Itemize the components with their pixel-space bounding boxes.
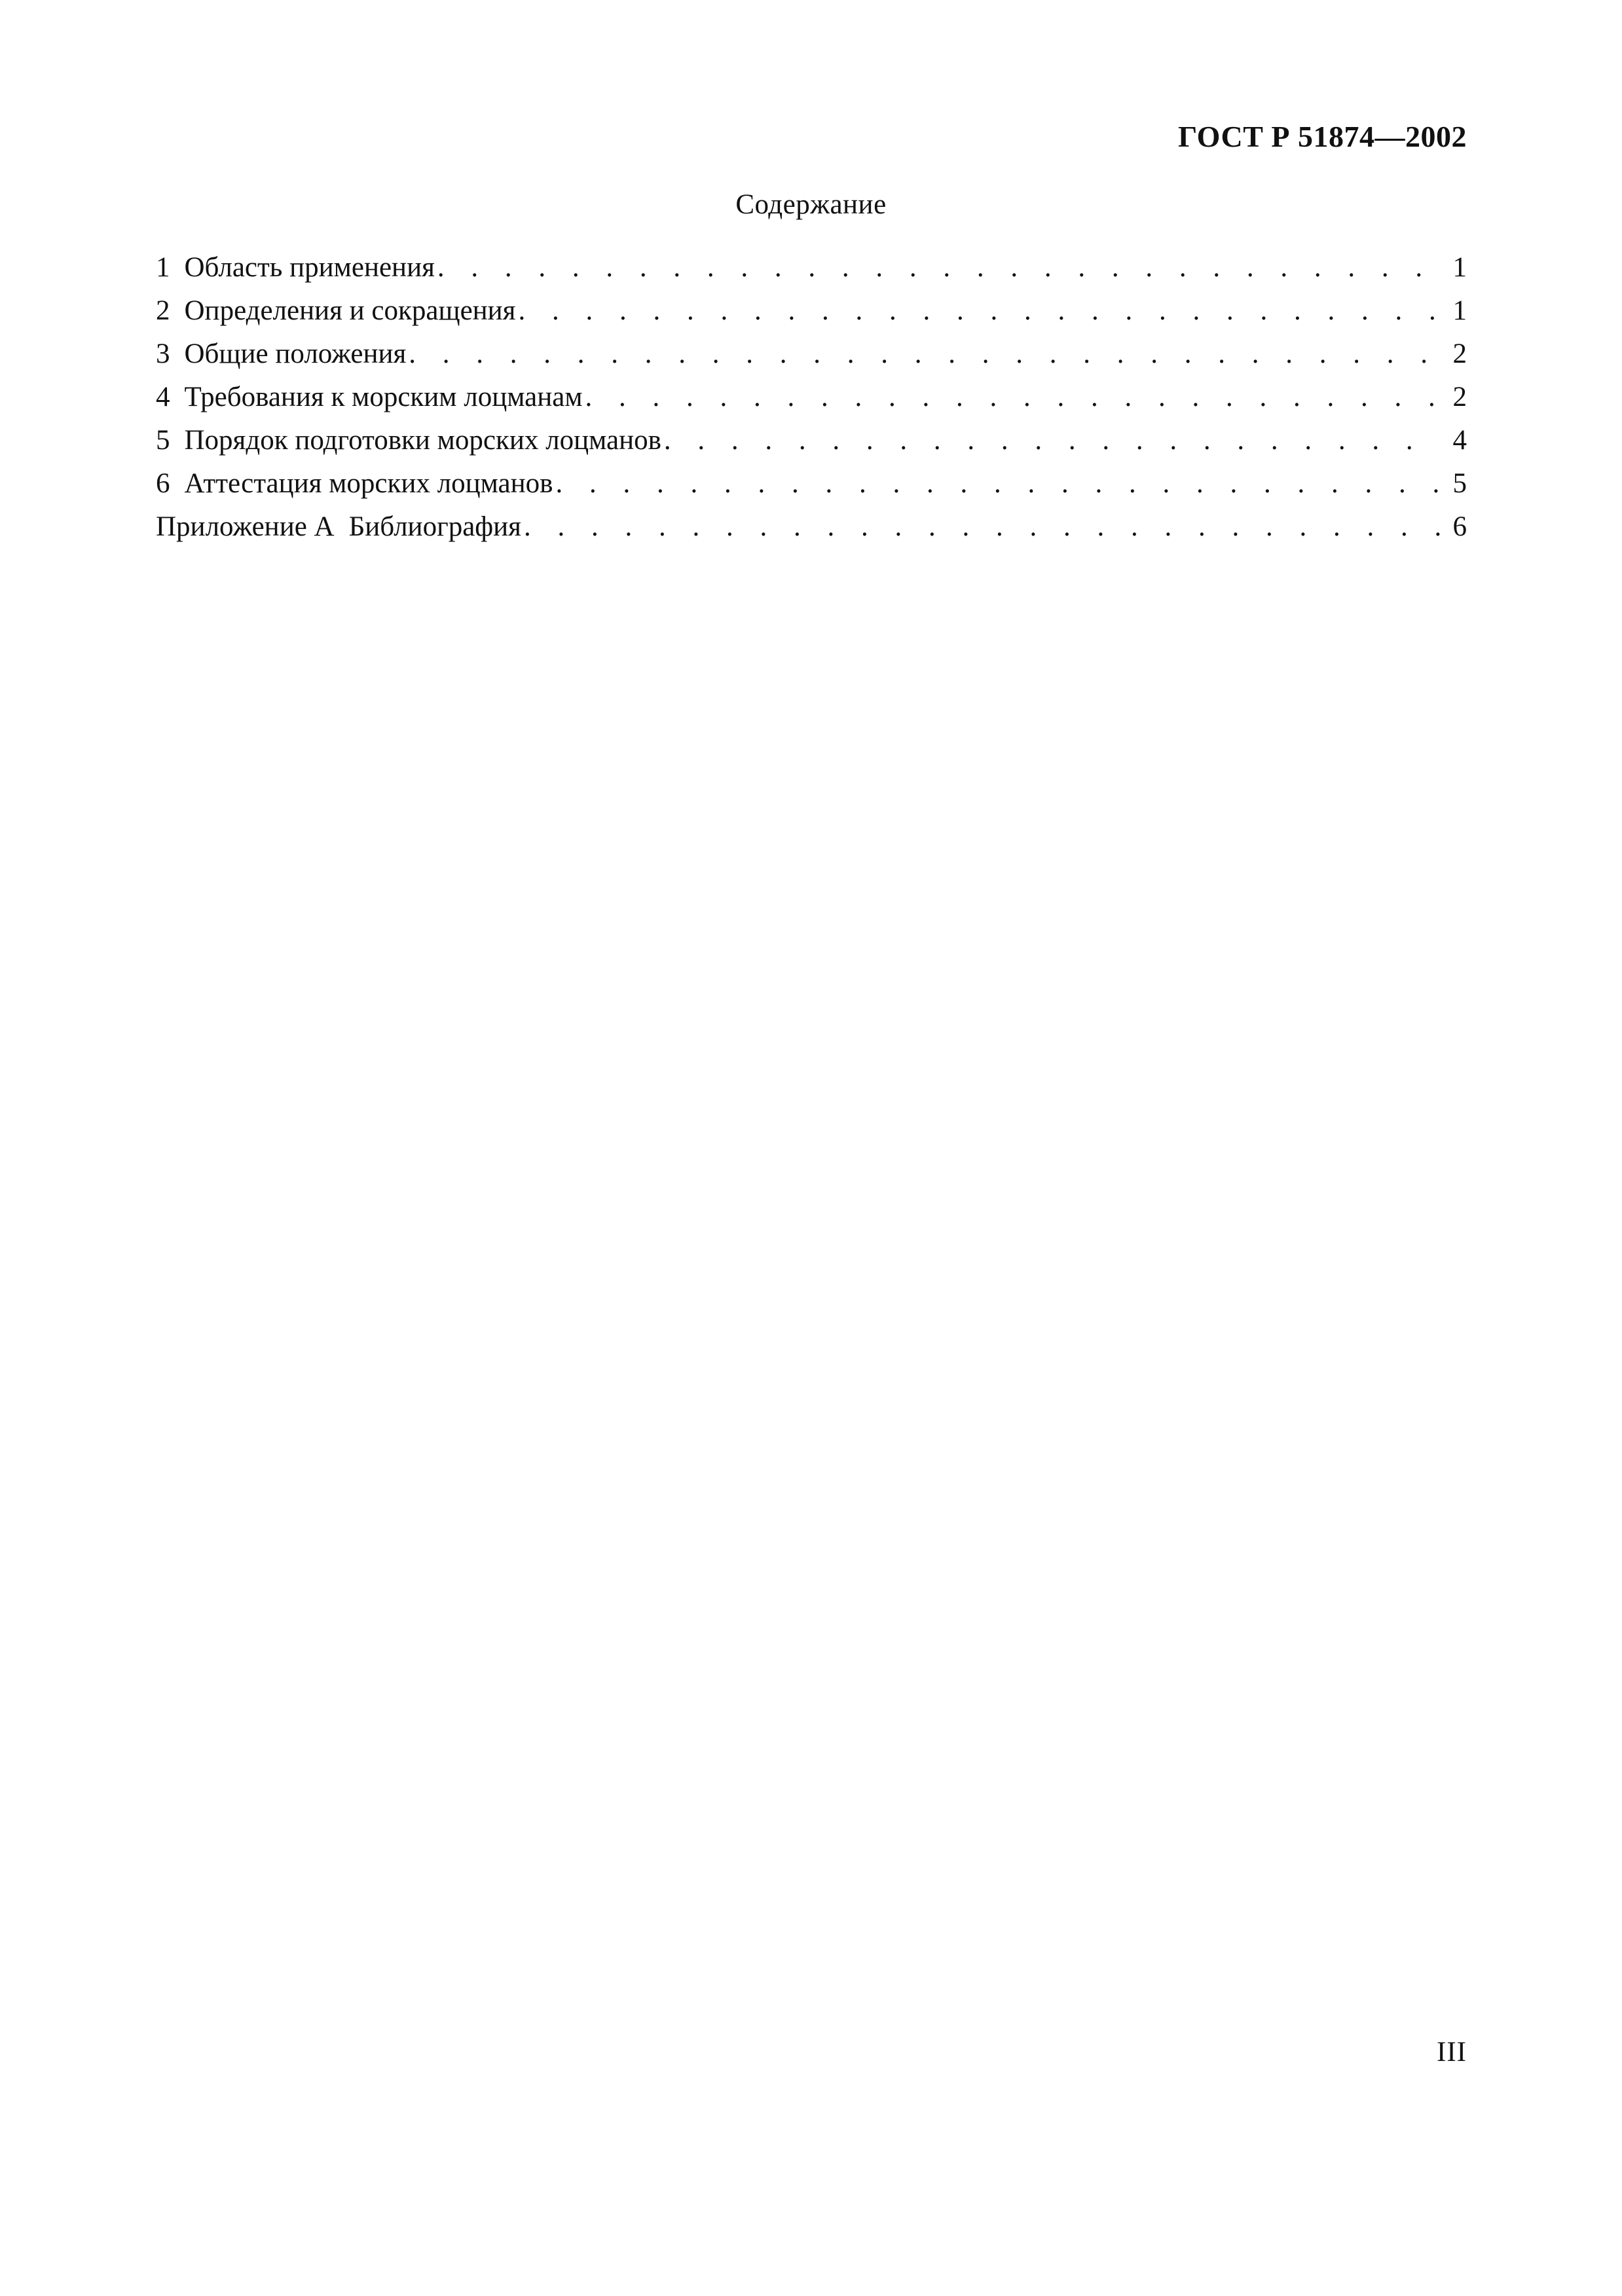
toc-item-title: Требования к морским лоцманам (184, 382, 583, 412)
page-number: III (1437, 2037, 1467, 2068)
toc-item-page: 4 (1452, 425, 1467, 456)
toc-item-page: 2 (1452, 382, 1467, 412)
toc-dot-leader (555, 462, 1441, 505)
toc-dot-leader (585, 376, 1441, 419)
toc-dot-leader (518, 289, 1441, 333)
toc-dot-leader (664, 419, 1441, 462)
toc-item[interactable] (156, 376, 1467, 419)
toc-item-page: 1 (1452, 252, 1467, 283)
toc-item-number: 5 (156, 425, 170, 456)
toc-item-title: Порядок подготовки морских лоцманов (184, 425, 661, 456)
toc-item-page: 6 (1452, 511, 1467, 542)
toc-item-number: 4 (156, 382, 170, 412)
toc-item-title: Библиография (348, 511, 521, 542)
toc-item[interactable] (156, 505, 1467, 549)
toc-item[interactable] (156, 462, 1467, 505)
toc-item-page: 5 (1452, 468, 1467, 499)
toc-item-page: 1 (1452, 295, 1467, 326)
document-code: ГОСТ Р 51874—2002 (1178, 120, 1467, 153)
toc-item[interactable] (156, 246, 1467, 289)
toc-dot-leader (524, 505, 1441, 549)
toc-title: Содержание (735, 189, 887, 220)
toc-item-title: Определения и сокращения (184, 295, 516, 326)
toc-dot-leader (437, 246, 1441, 289)
toc-item[interactable] (156, 419, 1467, 462)
toc-item-number: 2 (156, 295, 170, 326)
toc-item-number: 1 (156, 252, 170, 283)
toc-item-title: Общие положения (184, 338, 407, 369)
toc-item-page: 2 (1452, 338, 1467, 369)
toc-item-title: Аттестация морских лоцманов (184, 468, 553, 499)
toc-item-number: 3 (156, 338, 170, 369)
toc-item-number: 6 (156, 468, 170, 499)
table-of-contents (156, 246, 1467, 549)
toc-dot-leader (409, 333, 1441, 376)
toc-appendix-label: Приложение А (156, 511, 335, 542)
toc-item[interactable] (156, 289, 1467, 333)
toc-item-title: Область применения (184, 252, 435, 283)
toc-item[interactable] (156, 333, 1467, 376)
